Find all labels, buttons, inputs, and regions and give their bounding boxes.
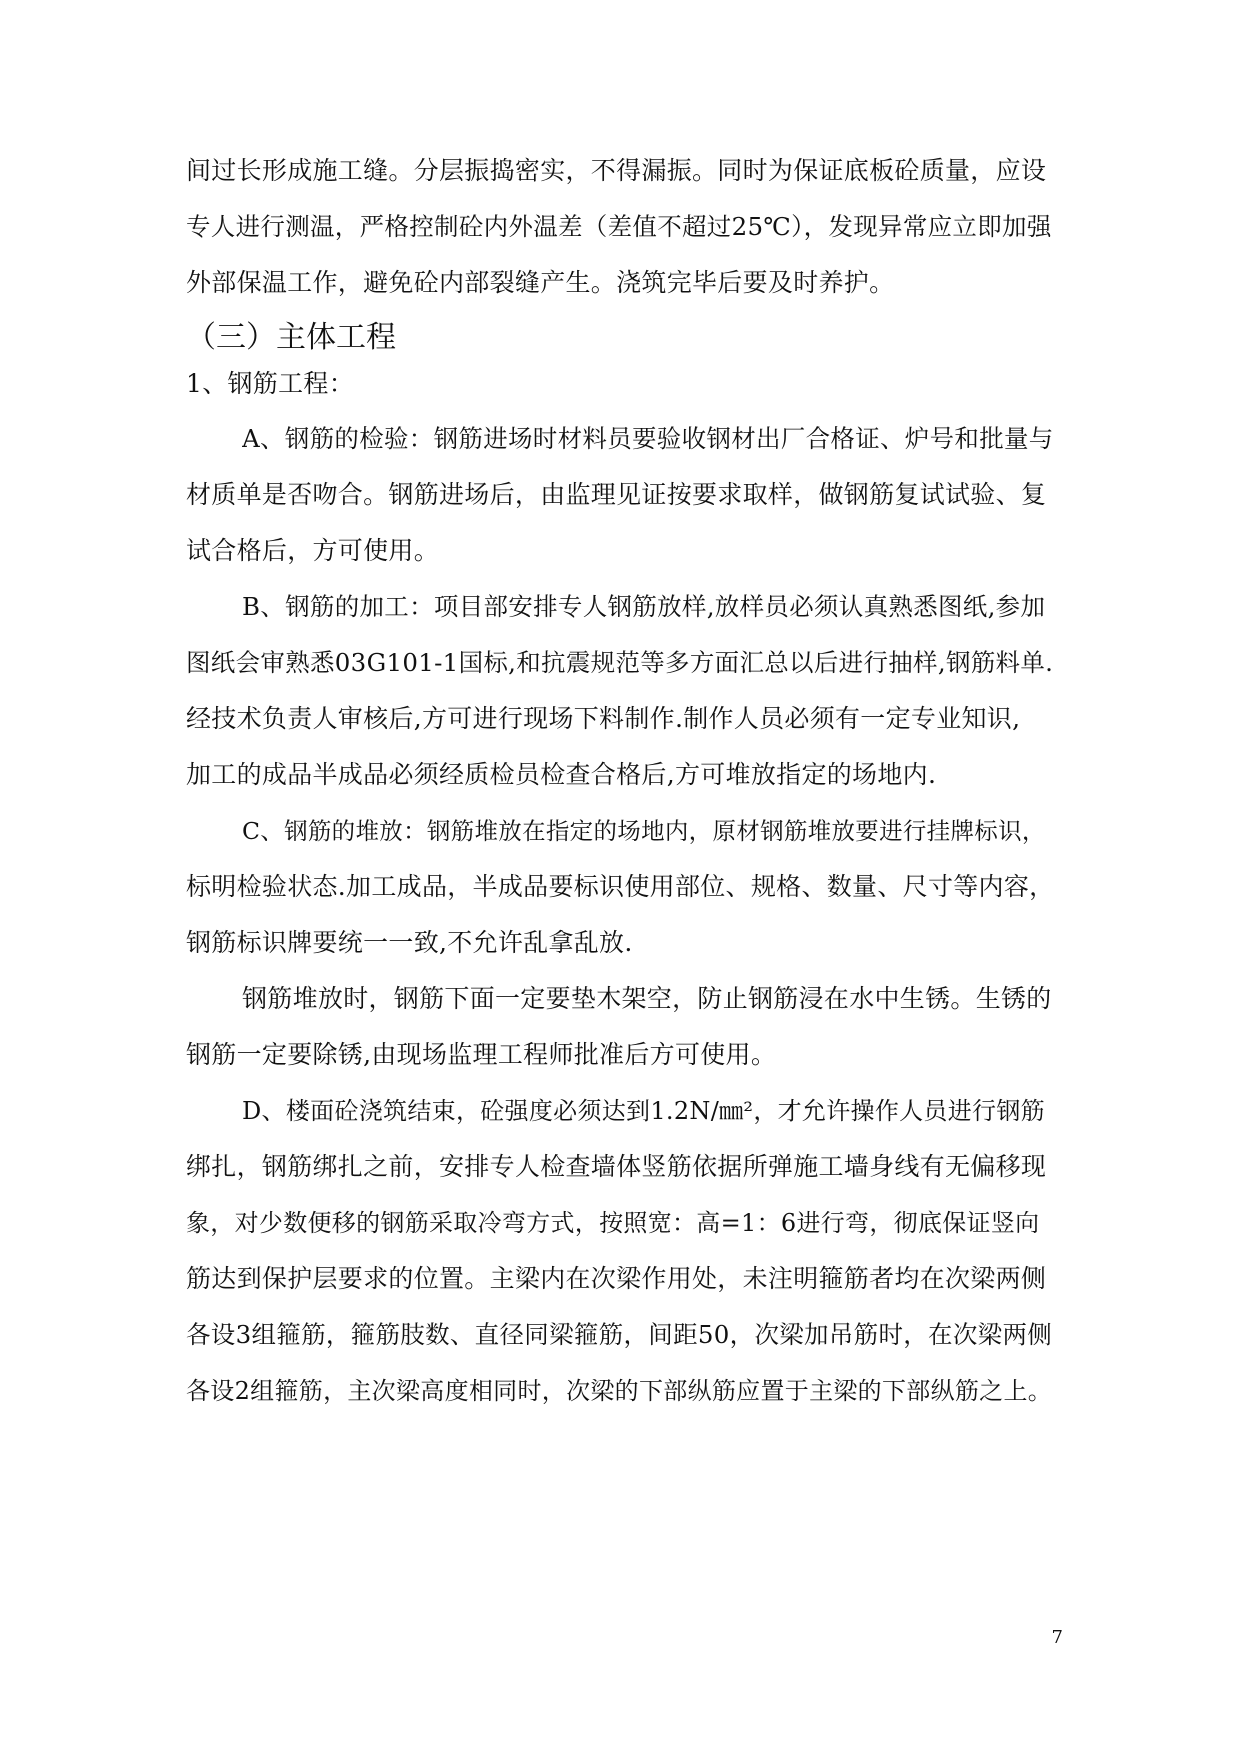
- paragraph-a-line: 材质单是否吻合。钢筋进场后，由监理见证按要求取样，做钢筋复试试验、复: [186, 480, 1047, 509]
- subsection-heading: 1、钢筋工程：: [186, 369, 355, 398]
- paragraph-d-line: 筋达到保护层要求的位置。主梁内在次梁作用处，未注明箍筋者均在次梁两侧: [186, 1264, 1047, 1293]
- paragraph-b-line: 加工的成品半成品必须经质检员检查合格后,方可堆放指定的场地内.: [186, 760, 937, 789]
- paragraph-d-line: 绑扎，钢筋绑扎之前，安排专人检查墙体竖筋依据所弹施工墙身线有无偏移现: [186, 1152, 1047, 1181]
- paragraph-b-line: B、钢筋的加工：项目部安排专人钢筋放样,放样员必须认真熟悉图纸,参加: [242, 592, 1046, 621]
- paragraph-a-line: A、钢筋的检验：钢筋进场时材料员要验收钢材出厂合格证、炉号和批量与: [242, 424, 1054, 453]
- text-line: 专人进行测温，严格控制砼内外温差（差值不超过25℃），发现异常应立即加强: [186, 212, 1052, 241]
- paragraph-a-line: 试合格后，方可使用。: [186, 536, 440, 565]
- paragraph-c2-line: 钢筋一定要除锈,由现场监理工程师批准后方可使用。: [186, 1040, 777, 1069]
- paragraph-c-line: 钢筋标识牌要统一一致,不允许乱拿乱放.: [186, 928, 633, 957]
- text-line: 外部保温工作，避免砼内部裂缝产生。浇筑完毕后要及时养护。: [186, 268, 895, 297]
- text-line: 间过长形成施工缝。分层振捣密实，不得漏振。同时为保证底板砼质量，应设: [186, 156, 1047, 185]
- paragraph-d-line: 象，对少数便移的钢筋采取冷弯方式，按照宽：高=1：6进行弯，彻底保证竖向: [186, 1209, 1040, 1237]
- paragraph-d-line: 各设2组箍筋，主次梁高度相同时，次梁的下部纵筋应置于主梁的下部纵筋之上。: [186, 1377, 1053, 1405]
- page-number: 7: [1051, 1627, 1063, 1648]
- paragraph-c-line: C、钢筋的堆放：钢筋堆放在指定的场地内，原材钢筋堆放要进行挂牌标识，: [242, 817, 1046, 845]
- paragraph-d-line: 各设3组箍筋，箍筋肢数、直径同梁箍筋，间距50，次梁加吊筋时，在次梁两侧: [186, 1320, 1053, 1349]
- paragraph-c-line: 标明检验状态.加工成品，半成品要标识使用部位、规格、数量、尺寸等内容，: [186, 872, 1055, 901]
- paragraph-c2-line: 钢筋堆放时，钢筋下面一定要垫木架空，防止钢筋浸在水中生锈。生锈的: [242, 984, 1052, 1013]
- paragraph-d-line: D、楼面砼浇筑结束，砼强度必须达到1.2N/㎜²，才允许操作人员进行钢筋: [242, 1097, 1045, 1125]
- section-heading: （三）主体工程: [186, 320, 396, 355]
- paragraph-b-line: 图纸会审熟悉03G101-1国标,和抗震规范等多方面汇总以后进行抽样,钢筋料单.: [186, 648, 1054, 677]
- paragraph-b-line: 经技术负责人审核后,方可进行现场下料制作.制作人员必须有一定专业知识,: [186, 704, 1021, 733]
